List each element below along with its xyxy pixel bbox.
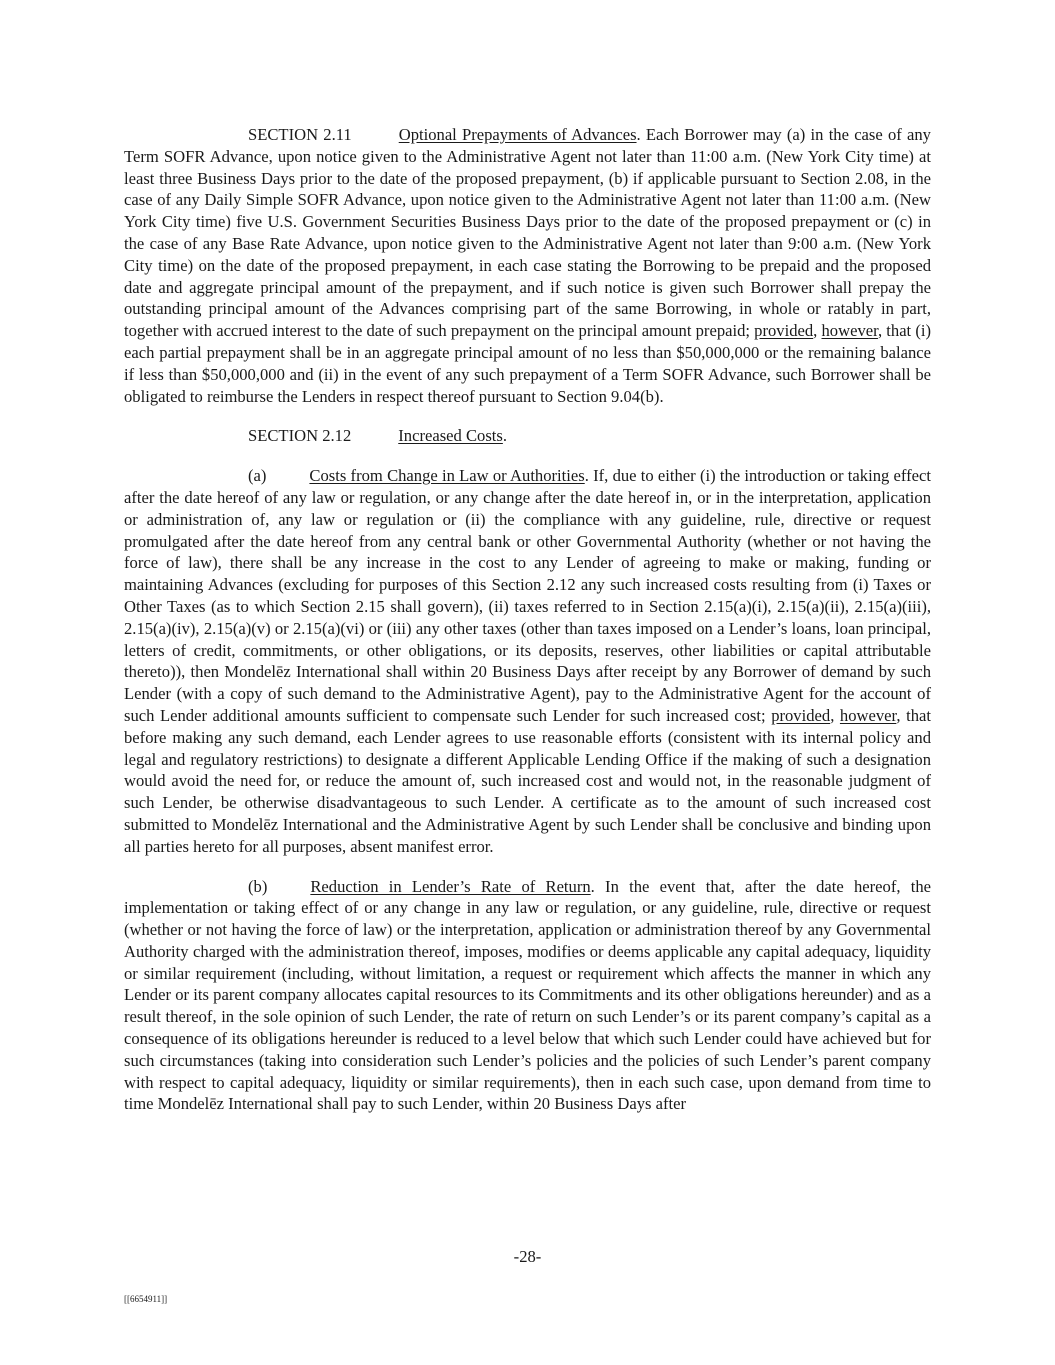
subsection-b-paragraph bbox=[124, 876, 931, 1116]
section-2-12-number: SECTION 2.12 bbox=[248, 426, 352, 446]
subsection-b-title: Reduction in Lender’s Rate of Return bbox=[310, 876, 591, 896]
document-page bbox=[124, 124, 931, 1115]
section-2-11-body-2: , that (i) each partial prepayment shall be in an aggregate principal amount of no less than $50,000,000 or the remaining balance if less than $50,000,000 and (ii) in the event of any such prepayment of a Term SOFR Advance, such Borrower shall be obligated to reimburse the Lenders in respect thereof pursuant to Section 9.04(b). bbox=[124, 321, 931, 406]
section-2-11-provided: provided bbox=[754, 321, 814, 341]
subsection-a-body-2: , that before making any such demand, each Lender agrees to use reasonable efforts (consistent with its internal policy and legal and regulatory restrictions) to designate a different Applicable Lending Office if the making of such a designation would avoid the need for, or reduce the amount of, such increased cost and would not, in the reasonable judgment of such Lender, be otherwise disadvantageous to such Lender. A certificate as to the amount of such increased cost submitted to Mondelēz International and the Administrative Agent by such Lender shall be conclusive and binding upon all parties hereto for all purposes, absent manifest error. bbox=[124, 705, 931, 856]
section-2-12-title: Increased Costs bbox=[398, 426, 503, 446]
subsection-b-body: . In the event that, after the date hereof, the implementation or taking effect of or any change in any law or regulation, or any guideline, rule, directive or request (whether or not having the force of law) or the interpretation, application or administration thereof by any Governmental Authority charged with the administration thereof, imposes, modifies or deems applicable any capital adequacy, liquidity or similar requirement (including, without limitation, a request or requirement which affects the manner in which any Lender or its parent company allocates capital resources to its Commitments and its other obligations hereunder) and as a result thereof, in the sole opinion of such Lender, the rate of return on such Lender’s or its parent company’s capital as a consequence of its obligations hereunder is reduced to a level below that which such Lender could have achieved but for such circumstances (taking into consideration such Lender’s policies and the policies of such Lender’s parent company with respect to capital adequacy, liquidity or similar requirements), then in each such case, upon demand from time to time Mondelēz International shall pay to such Lender, within 20 Business Days after bbox=[124, 876, 931, 1114]
subsection-a-however: however bbox=[839, 705, 897, 725]
section-2-12-period: . bbox=[502, 426, 508, 446]
subsection-a-label: (a) bbox=[248, 466, 267, 486]
section-2-11-comma: , bbox=[813, 321, 822, 341]
section-2-11-body-1: . Each Borrower may (a) in the case of any Term SOFR Advance, upon notice given to the Administrative Agent not later than 11:00 a.m. (New York City time) at least three Business Days prior to the date of the proposed prepayment, (b) if applicable pursuant to Section 2.08, in the case of any Daily Simple SOFR Advance, upon notice given to the Administrative Agent not later than 11:00 a.m. (New York City time) five U.S. Government Securities Business Days prior to the date of the proposed prepayment or (c) in the case of any Base Rate Advance, upon notice given to the Administrative Agent not later than 9:00 a.m. (New York City time) on the date of the proposed prepayment, in each case stating the Borrowing to be prepaid and the proposed date and aggregate principal amount of the prepayment, and if such notice is given such Borrower shall prepay the outstanding principal amount of the Advances comprising part of the same Borrowing, in whole or ratably in part, together with accrued interest to the date of such prepayment on the principal amount prepaid; bbox=[124, 125, 931, 341]
section-2-11-number: SECTION 2.11 bbox=[248, 125, 352, 144]
section-2-11-however: however bbox=[821, 321, 878, 341]
subsection-a-provided: provided bbox=[771, 705, 831, 725]
section-2-11-paragraph bbox=[124, 124, 931, 407]
subsection-a-paragraph bbox=[124, 465, 931, 857]
section-2-11-title: Optional Prepayments of Advances bbox=[398, 125, 637, 144]
subsection-a-body-1: . If, due to either (i) the introduction or taking effect after the date hereof of any law or regulation, or any change after the date hereof in, or in the interpretation, application or administration of, any law or regulation or (ii) the compliance with any guideline, rule, directive or request promulgated after the date hereof from any central bank or other Governmental Authority (whether or not having the force of law), there shall be any increase in the cost to any Lender of agreeing to make or making, funding or maintaining Advances (excluding for purposes of this Section 2.12 any such increased costs resulting from (i) Taxes or Other Taxes (as to which Section 2.15 shall govern), (ii) taxes referred to in Section 2.15(a)(i), 2.15(a)(ii), 2.15(a)(iii), 2.15(a)(iv), 2.15(a)(v) or 2.15(a)(vi) or (iii) any other taxes (other than taxes imposed on a Lender’s loans, loan principal, letters of credit, commitments, or other obligations, or its deposits, reserves, other liabilities or capital attributable thereto)), then Mondelēz International shall within 20 Business Days after receipt by any Borrower of demand by such Lender (with a copy of such demand to the Administrative Agent), pay to the Administrative Agent for the account of such Lender additional amounts sufficient to compensate such Lender for such increased cost; bbox=[124, 466, 931, 725]
subsection-a-title: Costs from Change in Law or Authorities bbox=[309, 466, 585, 486]
subsection-b-label: (b) bbox=[248, 876, 268, 896]
page-number: -28- bbox=[513, 1247, 542, 1266]
document-id: [[6654911]] bbox=[124, 1294, 168, 1304]
section-2-12-heading bbox=[124, 425, 931, 447]
subsection-a-comma: , bbox=[830, 705, 840, 725]
